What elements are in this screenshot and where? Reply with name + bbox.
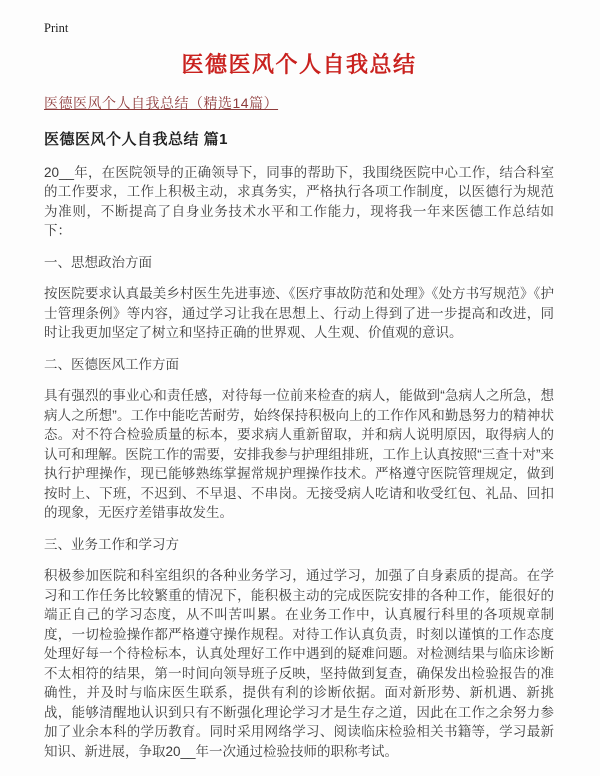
page-title: 医德医风个人自我总结: [181, 52, 417, 77]
article-heading: 医德医风个人自我总结 篇1: [44, 130, 229, 148]
subtitle-link[interactable]: 医德医风个人自我总结（精选14篇）: [44, 94, 279, 111]
section-2-body: 具有强烈的事业心和责任感，对待每一位前来检查的病人，能做到“急病人之所急，想病人之所想”。工作中能吃苦耐劳，始终保持积极向上的工作作风和勤恳努力的精神状态。对不符合检验质量的标本，要求病人重新留取，并和病人说明原因，取得病人的认可和理解。医院工作的需要，安排我参与护理组排班，工作上认真按照“三查十对”来执行护理操作，现已能够熟练掌握常规护理操作技术。严格遵守医院管理规定，做到按时上、下班，不迟到、不早退、不串岗。无接受病人吃请和收受红包、礼品、回扣的现象，无医疗差错事故发生。: [44, 388, 554, 521]
intro-paragraph: 20__年，在医院领导的正确领导下，同事的帮助下，我围绕医院中心工作，结合科室的工作要求，工作上积极主动，求真务实，严格执行各项工作制度，以医德行为规范为准则，不断提高了自身业务技术水平和工作能力，现将我一年来医德工作总结如下：: [44, 164, 554, 239]
print-link[interactable]: Print: [44, 21, 69, 35]
section-1-body: 按医院要求认真最美乡村医生先进事迹、《医疗事故防范和处理》《处方书写规范》《护士管理条例》等内容，通过学习让我在思想上、行动上得到了进一步提高和改进，同时让我更加坚定了树立和坚持正确的世界观、人生观、价值观的意识。: [44, 286, 554, 341]
section-2-heading: 二、医德医风工作方面: [44, 356, 179, 372]
section-3-body: 积极参加医院和科室组织的各种业务学习，通过学习，加强了自身素质的提高。在学习和工作任务比较繁重的情况下，能积极主动的完成医院安排的各种工作，能很好的端正自己的学习态度，从不叫苦叫累。在业务工作中，认真履行科里的各项规章制度，一切检验操作都严格遵守操作规程。对待工作认真负责，时刻以谨慎的工作态度处理好每一个待检标本，认真处理好工作中遇到的疑难问题。对检测结果与临床诊断不太相符的结果，第一时间向领导班子反映，坚持做到复查，确保发出检验报告的准确性，并及时与临床医生联系，提供有利的诊断依据。面对新形势、新机遇、新挑战，能够清醒地认识到只有不断强化理论学习才是生存之道，因此在工作之余努力参加了业余本科的学历教育。同时采用网络学习、阅读临床检验相关书籍等，学习最新知识、新进展，争取20__年一次通过检验技师的职称考试。: [44, 568, 554, 759]
section-3-heading: 三、业务工作和学习方: [44, 536, 179, 552]
section-1-heading: 一、思想政治方面: [44, 254, 152, 270]
